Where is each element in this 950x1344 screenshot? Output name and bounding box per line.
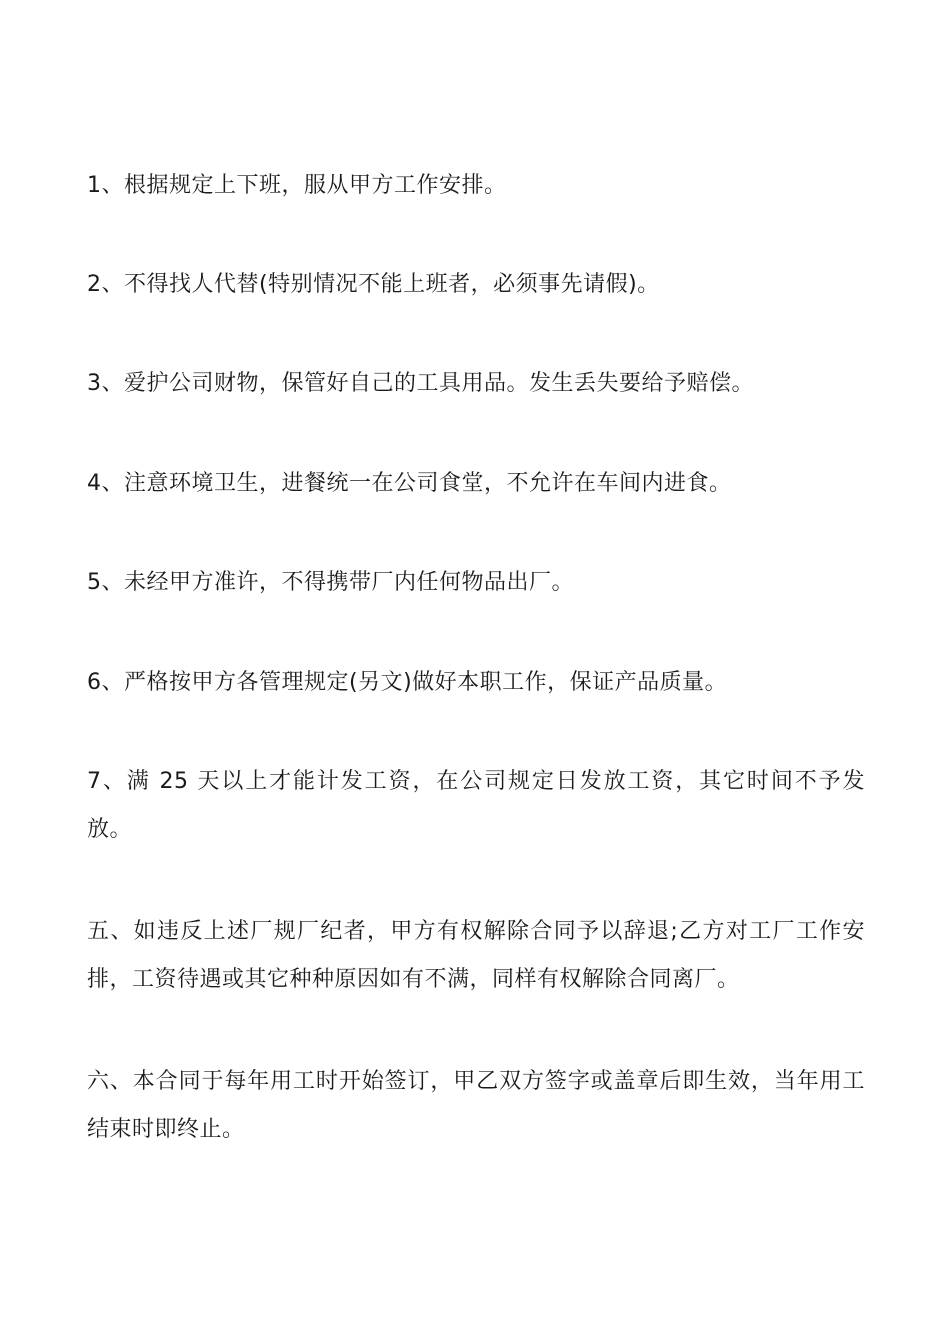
rule-item-1: 1、根据规定上下班，服从甲方工作安排。 xyxy=(87,173,507,198)
rule-item-7: 7、满 25 天以上才能计发工资，在公司规定日发放工资，其它时间不予发放。 xyxy=(87,769,865,842)
rule-item-4: 4、注意环境卫生，进餐统一在公司食堂，不允许在车间内进食。 xyxy=(87,471,732,496)
clause-five: 五、如违反上述厂规厂纪者，甲方有权解除合同予以辞退;乙方对工厂工作安排，工资待遇或其它种种原因如有不满，同样有权解除合同离厂。 xyxy=(87,919,865,992)
rule-item-6: 6、严格按甲方各管理规定(另文)做好本职工作，保证产品质量。 xyxy=(87,670,728,695)
rule-item-2: 2、不得找人代替(特别情况不能上班者，必须事先请假)。 xyxy=(87,272,660,297)
clause-six: 六、本合同于每年用工时开始签订，甲乙双方签字或盖章后即生效，当年用工结束时即终止。 xyxy=(87,1069,865,1142)
rule-item-3: 3、爱护公司财物，保管好自己的工具用品。发生丢失要给予赔偿。 xyxy=(87,371,754,396)
rule-item-5: 5、未经甲方准许，不得携带厂内任何物品出厂。 xyxy=(87,570,574,595)
